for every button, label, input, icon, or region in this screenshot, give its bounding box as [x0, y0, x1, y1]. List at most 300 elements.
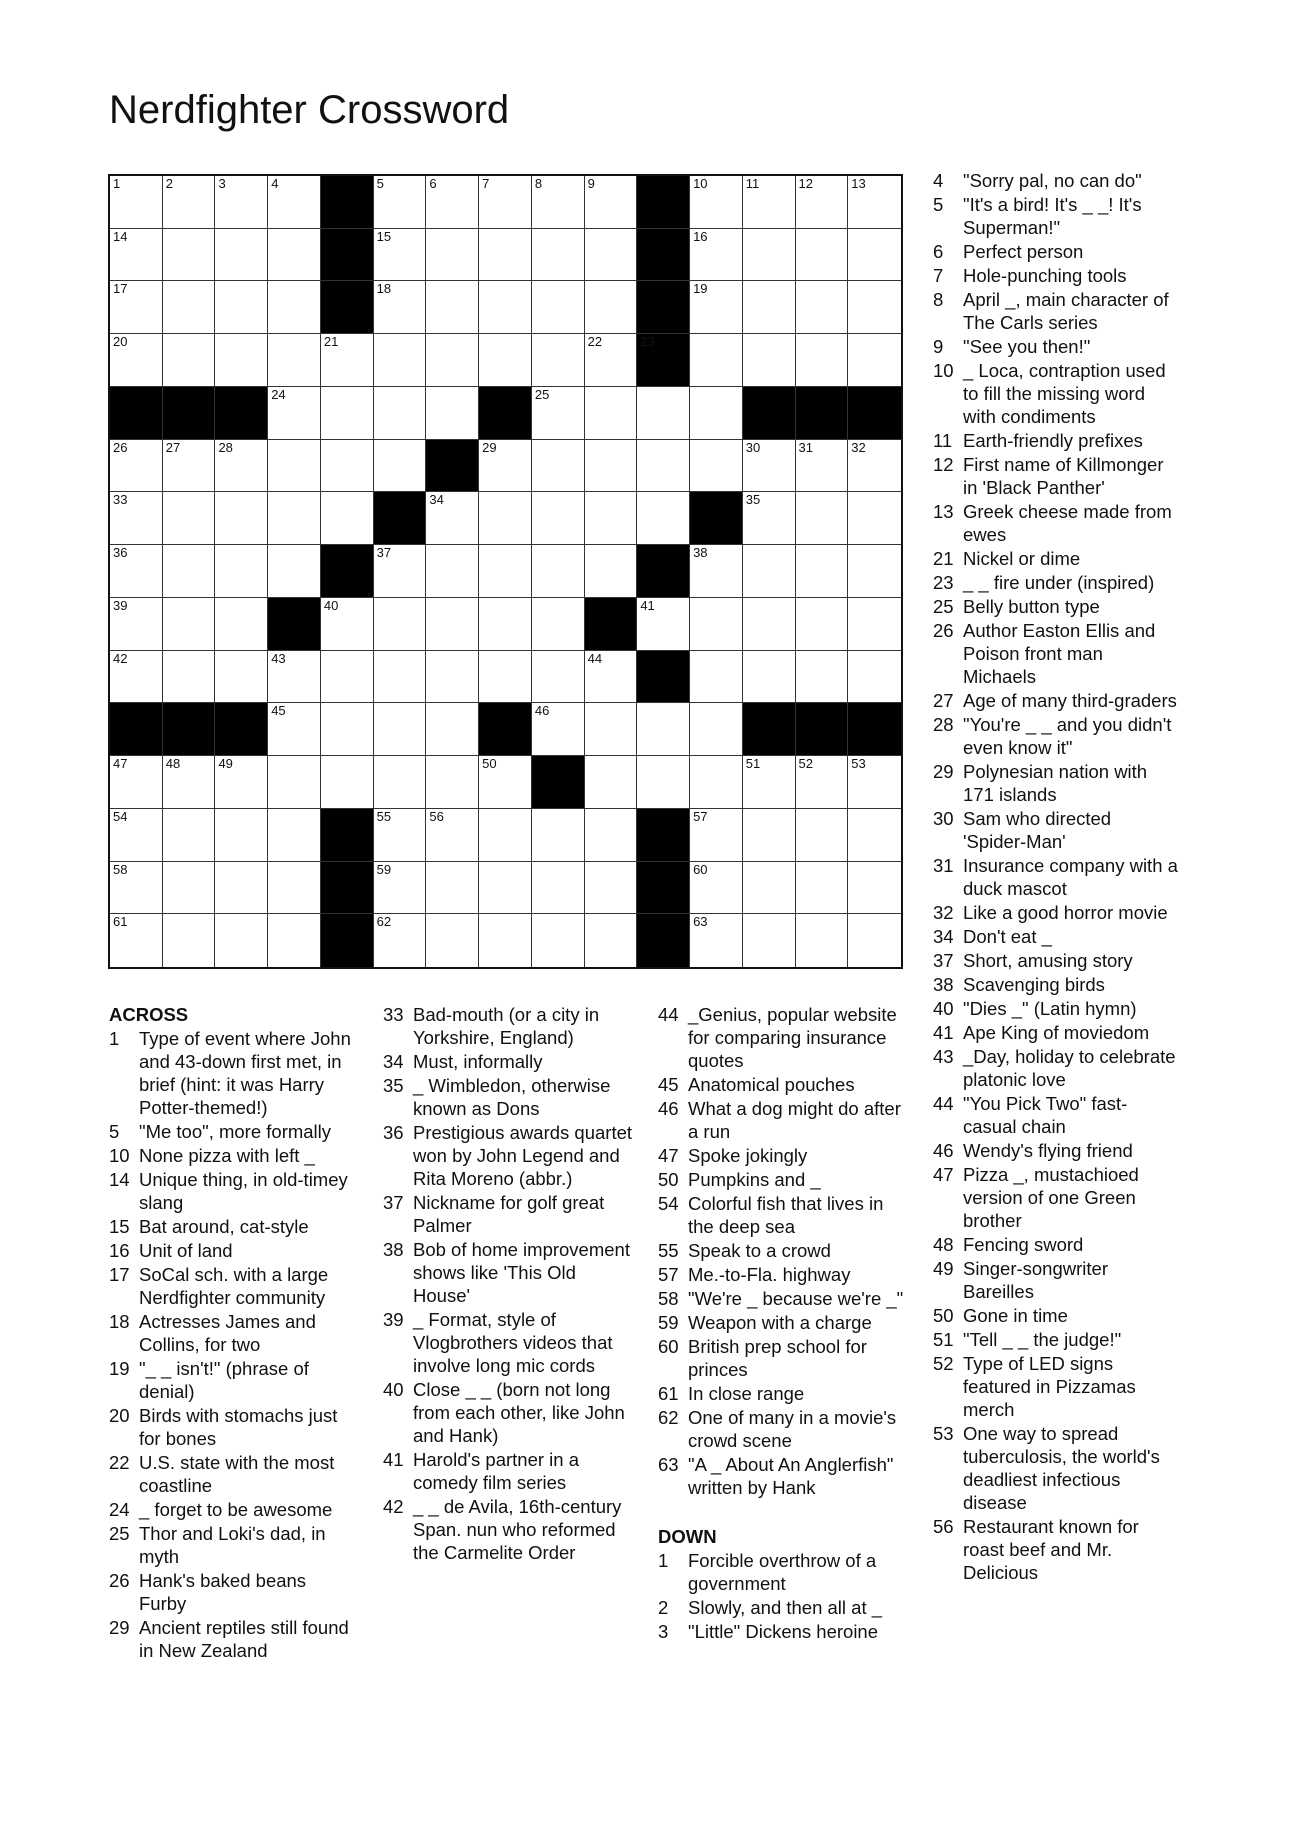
answer-cell[interactable]	[479, 598, 532, 651]
answer-cell[interactable]	[321, 598, 374, 651]
answer-cell[interactable]	[426, 176, 479, 229]
clue-text: One of many in a movie's crowd scene	[688, 1407, 897, 1451]
answer-cell[interactable]	[690, 229, 743, 282]
clue-number: 52	[798, 756, 813, 772]
answer-cell[interactable]	[743, 914, 796, 967]
answer-cell[interactable]	[110, 334, 163, 387]
answer-cell[interactable]	[796, 334, 849, 387]
answer-cell[interactable]	[585, 914, 638, 967]
answer-cell[interactable]	[637, 598, 690, 651]
down-clue	[933, 1021, 1178, 1044]
answer-cell[interactable]	[690, 809, 743, 862]
answer-cell[interactable]	[479, 756, 532, 809]
clue-text: Bob of home improvement shows like 'This Old House'	[413, 1239, 630, 1306]
answer-cell[interactable]	[110, 756, 163, 809]
answer-cell[interactable]	[215, 809, 268, 862]
clue-text: _ Loca, contraption used to fill the missing word with condiments	[963, 360, 1166, 427]
answer-cell[interactable]	[848, 545, 901, 598]
answer-cell[interactable]	[532, 281, 585, 334]
across-clue	[658, 1406, 908, 1452]
answer-cell[interactable]	[268, 862, 321, 915]
answer-cell[interactable]	[426, 914, 479, 967]
block-cell	[321, 229, 374, 282]
answer-cell[interactable]	[532, 176, 585, 229]
answer-cell[interactable]	[743, 281, 796, 334]
answer-cell[interactable]	[690, 387, 743, 440]
clue-text: "Tell _ _ the judge!"	[963, 1329, 1122, 1350]
answer-cell[interactable]	[848, 334, 901, 387]
clue-text: Harold's partner in a comedy film series	[413, 1449, 580, 1493]
answer-cell[interactable]	[110, 229, 163, 282]
answer-cell[interactable]	[110, 281, 163, 334]
answer-cell[interactable]	[374, 334, 427, 387]
answer-cell[interactable]	[690, 598, 743, 651]
answer-cell[interactable]	[796, 862, 849, 915]
across-clue	[109, 1522, 357, 1568]
answer-cell[interactable]	[215, 176, 268, 229]
clue-text: Close _ _ (born not long from each other, like John and Hank)	[413, 1379, 625, 1446]
block-cell	[585, 598, 638, 651]
clue-number: 16	[109, 1240, 130, 1261]
answer-cell[interactable]	[585, 229, 638, 282]
answer-cell[interactable]	[690, 756, 743, 809]
clue-text: British prep school for princes	[688, 1336, 867, 1380]
answer-cell[interactable]	[690, 281, 743, 334]
answer-cell[interactable]	[585, 387, 638, 440]
clue-number: 49	[933, 1258, 954, 1279]
clue-text: Bat around, cat-style	[139, 1216, 309, 1237]
clue-text: Me.-to-Fla. highway	[688, 1264, 851, 1285]
clue-number: 13	[933, 501, 954, 522]
answer-cell[interactable]	[532, 598, 585, 651]
clue-number: 31	[798, 439, 813, 455]
answer-cell[interactable]	[374, 598, 427, 651]
answer-cell[interactable]	[163, 545, 216, 598]
answer-cell[interactable]	[690, 651, 743, 704]
clue-number: 59	[658, 1312, 679, 1333]
answer-cell[interactable]	[215, 440, 268, 493]
answer-cell[interactable]	[585, 862, 638, 915]
clue-number: 50	[658, 1169, 679, 1190]
block-cell	[110, 703, 163, 756]
answer-cell[interactable]	[532, 387, 585, 440]
across-clue	[658, 1382, 908, 1405]
clue-number: 36	[383, 1122, 404, 1143]
answer-cell[interactable]	[585, 440, 638, 493]
answer-cell[interactable]	[690, 914, 743, 967]
clue-text: In close range	[688, 1383, 805, 1404]
clue-number: 11	[933, 430, 953, 451]
clue-column-4	[933, 169, 1178, 1585]
answer-cell[interactable]	[163, 176, 216, 229]
answer-cell[interactable]	[268, 176, 321, 229]
answer-cell[interactable]	[215, 492, 268, 545]
answer-cell[interactable]	[426, 862, 479, 915]
answer-cell[interactable]	[268, 651, 321, 704]
answer-cell[interactable]	[585, 176, 638, 229]
clue-number: 35	[745, 492, 761, 508]
answer-cell[interactable]	[479, 809, 532, 862]
clue-number: 46	[534, 703, 550, 719]
answer-cell[interactable]	[479, 914, 532, 967]
clue-number: 33	[113, 492, 128, 508]
clue-number: 6	[933, 241, 944, 262]
answer-cell[interactable]	[268, 281, 321, 334]
answer-cell[interactable]	[110, 862, 163, 915]
answer-cell[interactable]	[479, 545, 532, 598]
answer-cell[interactable]	[374, 651, 427, 704]
answer-cell[interactable]	[848, 651, 901, 704]
answer-cell[interactable]	[215, 756, 268, 809]
answer-cell[interactable]	[426, 334, 479, 387]
down-clue	[933, 973, 1178, 996]
answer-cell[interactable]	[848, 914, 901, 967]
down-clue	[933, 1092, 1178, 1138]
answer-cell[interactable]	[637, 703, 690, 756]
clue-text: SoCal sch. with a large Nerdfighter community	[139, 1264, 329, 1308]
answer-cell[interactable]	[848, 281, 901, 334]
block-cell	[637, 281, 690, 334]
answer-cell[interactable]	[743, 598, 796, 651]
answer-cell[interactable]	[585, 809, 638, 862]
clue-number: 22	[587, 334, 603, 350]
answer-cell[interactable]	[796, 545, 849, 598]
answer-cell[interactable]	[796, 651, 849, 704]
answer-cell[interactable]	[690, 440, 743, 493]
clue-number: 2	[165, 176, 173, 191]
answer-cell[interactable]	[215, 545, 268, 598]
clue-text: Author Easton Ellis and Poison front man Michaels	[963, 620, 1156, 687]
clue-number: 19	[109, 1358, 130, 1379]
answer-cell[interactable]	[426, 387, 479, 440]
clue-number: 12	[933, 454, 954, 475]
answer-cell[interactable]	[743, 176, 796, 229]
clue-number: 35	[383, 1075, 404, 1096]
answer-cell[interactable]	[479, 176, 532, 229]
answer-cell[interactable]	[743, 809, 796, 862]
answer-cell[interactable]	[479, 492, 532, 545]
answer-cell[interactable]	[163, 914, 216, 967]
answer-cell[interactable]	[163, 440, 216, 493]
answer-cell[interactable]	[743, 545, 796, 598]
across-clue	[383, 1121, 633, 1190]
clue-number: 3	[218, 176, 226, 191]
down-heading: DOWN	[658, 1526, 717, 1547]
clue-number: 32	[933, 902, 954, 923]
clue-number: 24	[109, 1499, 130, 1520]
block-cell	[479, 387, 532, 440]
clue-number: 43	[933, 1046, 954, 1067]
down-clue	[933, 619, 1178, 688]
clue-text: Forcible overthrow of a government	[688, 1550, 877, 1594]
answer-cell[interactable]	[268, 440, 321, 493]
across-clue	[383, 1308, 633, 1377]
block-cell	[321, 281, 374, 334]
answer-cell[interactable]	[268, 703, 321, 756]
clue-number: 56	[933, 1516, 954, 1537]
block-cell	[163, 703, 216, 756]
clue-text: "Sorry pal, no can do"	[963, 170, 1142, 191]
answer-cell[interactable]	[268, 334, 321, 387]
clue-text: Age of many third-graders	[963, 690, 1177, 711]
answer-cell[interactable]	[163, 492, 216, 545]
answer-cell[interactable]	[426, 229, 479, 282]
answer-cell[interactable]	[163, 862, 216, 915]
clue-text: U.S. state with the most coastline	[139, 1452, 335, 1496]
answer-cell[interactable]	[110, 809, 163, 862]
answer-cell[interactable]	[110, 440, 163, 493]
answer-cell[interactable]	[848, 598, 901, 651]
answer-cell[interactable]	[374, 756, 427, 809]
answer-cell[interactable]	[848, 492, 901, 545]
answer-cell[interactable]	[585, 703, 638, 756]
answer-cell[interactable]	[426, 281, 479, 334]
answer-cell[interactable]	[690, 176, 743, 229]
clue-number: 42	[113, 650, 128, 666]
answer-cell[interactable]	[796, 756, 849, 809]
answer-cell[interactable]	[215, 598, 268, 651]
answer-cell[interactable]	[585, 281, 638, 334]
answer-cell[interactable]	[532, 914, 585, 967]
answer-cell[interactable]	[848, 229, 901, 282]
block-cell	[532, 756, 585, 809]
answer-cell[interactable]	[690, 862, 743, 915]
answer-cell[interactable]	[374, 862, 427, 915]
clue-text: Nickel or dime	[963, 548, 1081, 569]
answer-cell[interactable]	[215, 914, 268, 967]
answer-cell[interactable]	[163, 334, 216, 387]
answer-cell[interactable]	[426, 809, 479, 862]
answer-cell[interactable]	[374, 176, 427, 229]
answer-cell[interactable]	[163, 809, 216, 862]
answer-cell[interactable]	[796, 229, 849, 282]
answer-cell[interactable]	[479, 334, 532, 387]
down-clue	[658, 1596, 908, 1619]
block-cell	[374, 492, 427, 545]
across-clue	[109, 1616, 357, 1662]
answer-cell[interactable]	[479, 651, 532, 704]
answer-cell[interactable]	[637, 440, 690, 493]
answer-cell[interactable]	[163, 651, 216, 704]
answer-cell[interactable]	[532, 651, 585, 704]
answer-cell[interactable]	[585, 756, 638, 809]
answer-cell[interactable]	[796, 492, 849, 545]
clue-number: 62	[658, 1407, 679, 1428]
down-clue	[933, 193, 1178, 239]
answer-cell[interactable]	[268, 229, 321, 282]
clue-number: 46	[933, 1140, 954, 1161]
across-clue	[658, 1097, 908, 1143]
answer-cell[interactable]	[321, 703, 374, 756]
answer-cell[interactable]	[374, 229, 427, 282]
answer-cell[interactable]	[321, 651, 374, 704]
answer-cell[interactable]	[268, 914, 321, 967]
clue-number: 20	[113, 334, 128, 350]
answer-cell[interactable]	[426, 598, 479, 651]
down-clue	[658, 1549, 908, 1595]
clue-number: 47	[933, 1164, 954, 1185]
answer-cell[interactable]	[743, 229, 796, 282]
answer-cell[interactable]	[796, 440, 849, 493]
clue-number: 22	[109, 1452, 130, 1473]
answer-cell[interactable]	[479, 862, 532, 915]
answer-cell[interactable]	[321, 492, 374, 545]
clue-text: Bad-mouth (or a city in Yorkshire, England)	[413, 1004, 600, 1048]
answer-cell[interactable]	[532, 703, 585, 756]
answer-cell[interactable]	[585, 492, 638, 545]
answer-cell[interactable]	[110, 545, 163, 598]
answer-cell[interactable]	[321, 334, 374, 387]
answer-cell[interactable]	[479, 281, 532, 334]
answer-cell[interactable]	[848, 440, 901, 493]
answer-cell[interactable]	[743, 334, 796, 387]
answer-cell[interactable]	[796, 598, 849, 651]
answer-cell[interactable]	[532, 862, 585, 915]
down-clue	[933, 925, 1178, 948]
answer-cell[interactable]	[215, 862, 268, 915]
answer-cell[interactable]	[268, 809, 321, 862]
answer-cell[interactable]	[796, 281, 849, 334]
answer-cell[interactable]	[690, 545, 743, 598]
answer-cell[interactable]	[743, 862, 796, 915]
answer-cell[interactable]	[848, 809, 901, 862]
answer-cell[interactable]	[690, 334, 743, 387]
clue-number: 6	[429, 176, 437, 191]
clue-number: 27	[165, 439, 181, 455]
answer-cell[interactable]	[374, 703, 427, 756]
answer-cell[interactable]	[426, 545, 479, 598]
down-clue	[933, 901, 1178, 924]
answer-cell[interactable]	[479, 440, 532, 493]
clue-number: 55	[658, 1240, 679, 1261]
answer-cell[interactable]	[268, 756, 321, 809]
answer-cell[interactable]	[637, 756, 690, 809]
clue-number: 34	[429, 492, 444, 508]
answer-cell[interactable]	[848, 176, 901, 229]
answer-cell[interactable]	[848, 862, 901, 915]
answer-cell[interactable]	[796, 176, 849, 229]
answer-cell[interactable]	[374, 440, 427, 493]
clue-number: 16	[693, 228, 708, 244]
clue-text: Speak to a crowd	[688, 1240, 831, 1261]
answer-cell[interactable]	[532, 809, 585, 862]
clue-number: 1	[109, 1028, 120, 1049]
answer-cell[interactable]	[321, 756, 374, 809]
answer-cell[interactable]	[848, 756, 901, 809]
answer-cell[interactable]	[374, 387, 427, 440]
clue-number: 21	[933, 548, 954, 569]
clue-text: Type of LED signs featured in Pizzamas merch	[963, 1353, 1136, 1420]
down-clue	[933, 997, 1178, 1020]
answer-cell[interactable]	[110, 914, 163, 967]
answer-cell[interactable]	[743, 651, 796, 704]
across-clue	[109, 1310, 357, 1356]
answer-cell[interactable]	[215, 334, 268, 387]
clue-number: 10	[933, 360, 954, 381]
answer-cell[interactable]	[110, 176, 163, 229]
block-cell	[215, 387, 268, 440]
down-clue	[933, 288, 1178, 334]
answer-cell[interactable]	[426, 651, 479, 704]
answer-cell[interactable]	[110, 492, 163, 545]
clue-number: 31	[933, 855, 954, 876]
across-clue	[383, 1003, 633, 1049]
answer-cell[interactable]	[637, 387, 690, 440]
answer-cell[interactable]	[743, 492, 796, 545]
answer-cell[interactable]	[374, 809, 427, 862]
down-clue	[933, 760, 1178, 806]
answer-cell[interactable]	[796, 914, 849, 967]
answer-cell[interactable]	[374, 281, 427, 334]
answer-cell[interactable]	[321, 387, 374, 440]
answer-cell[interactable]	[374, 545, 427, 598]
answer-cell[interactable]	[532, 492, 585, 545]
answer-cell[interactable]	[426, 703, 479, 756]
answer-cell[interactable]	[426, 492, 479, 545]
answer-cell[interactable]	[374, 914, 427, 967]
down-clue	[933, 807, 1178, 853]
answer-cell[interactable]	[215, 281, 268, 334]
clue-number: 50	[933, 1305, 954, 1326]
answer-cell[interactable]	[585, 545, 638, 598]
answer-cell[interactable]	[215, 651, 268, 704]
clue-number: 59	[376, 861, 392, 877]
answer-cell[interactable]	[163, 598, 216, 651]
block-cell	[321, 176, 374, 229]
answer-cell[interactable]	[268, 492, 321, 545]
clue-text: Slowly, and then all at _	[688, 1597, 883, 1618]
clue-text: Wendy's flying friend	[963, 1140, 1133, 1161]
across-clue	[383, 1074, 633, 1120]
clue-number: 10	[109, 1145, 130, 1166]
answer-cell[interactable]	[743, 440, 796, 493]
down-clue	[933, 240, 1178, 263]
answer-cell[interactable]	[426, 756, 479, 809]
answer-cell[interactable]	[532, 545, 585, 598]
across-clue	[383, 1495, 633, 1564]
answer-cell[interactable]	[532, 229, 585, 282]
clue-text: "You Pick Two" fast-casual chain	[963, 1093, 1128, 1137]
clue-number: 41	[383, 1449, 404, 1470]
answer-cell[interactable]	[110, 651, 163, 704]
clue-text: Unique thing, in old-timey slang	[139, 1169, 348, 1213]
answer-cell[interactable]	[743, 756, 796, 809]
answer-cell[interactable]	[163, 229, 216, 282]
answer-cell[interactable]	[690, 703, 743, 756]
clue-number: 42	[383, 1496, 404, 1517]
block-cell	[637, 651, 690, 704]
answer-cell[interactable]	[796, 809, 849, 862]
answer-cell[interactable]	[163, 281, 216, 334]
answer-cell[interactable]	[585, 334, 638, 387]
answer-cell[interactable]	[479, 229, 532, 282]
clue-number: 17	[109, 1264, 130, 1285]
answer-cell[interactable]	[321, 440, 374, 493]
answer-cell[interactable]	[268, 545, 321, 598]
answer-cell[interactable]	[532, 334, 585, 387]
clue-number: 25	[534, 386, 550, 402]
answer-cell[interactable]	[585, 651, 638, 704]
clue-text: Ancient reptiles still found in New Zealand	[139, 1617, 349, 1661]
answer-cell[interactable]	[215, 229, 268, 282]
answer-cell[interactable]	[637, 492, 690, 545]
answer-cell[interactable]	[110, 598, 163, 651]
answer-cell[interactable]	[268, 387, 321, 440]
across-clue	[383, 1191, 633, 1237]
block-cell	[637, 545, 690, 598]
answer-cell[interactable]	[163, 756, 216, 809]
answer-cell[interactable]	[532, 440, 585, 493]
